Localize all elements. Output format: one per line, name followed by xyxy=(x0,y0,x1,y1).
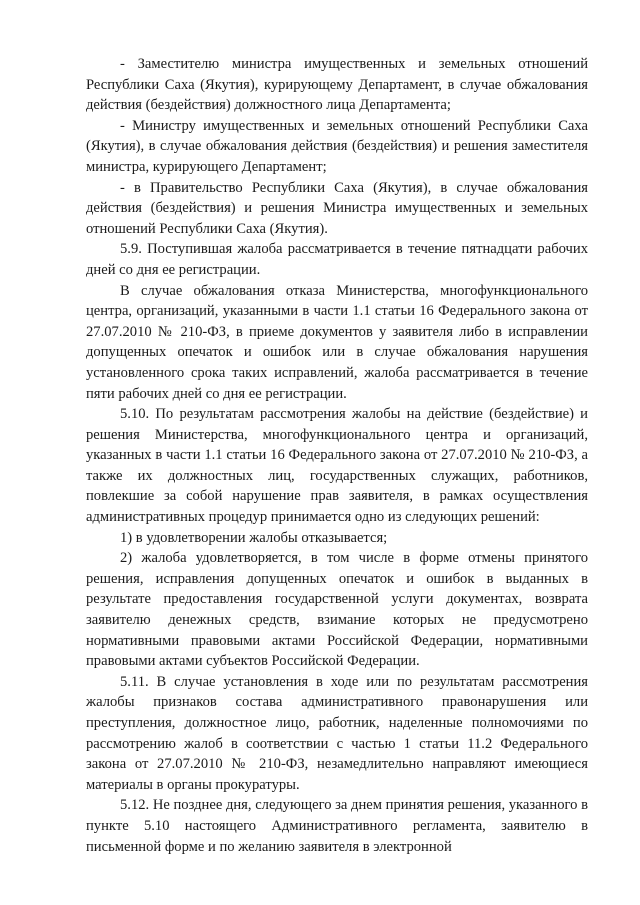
paragraph-5-10-item-1: 1) в удовлетворении жалобы отказывается; xyxy=(120,529,388,546)
paragraph-appeal-government: - в Правительство Республики Саха (Якутия), в случае обжалования действия (бездействия) и решения Министра имущественных и земельных отношений Республики Саха (Якутия). xyxy=(86,179,588,237)
paragraph-5-9: 5.9. Поступившая жалоба рассматривается в течение пятнадцати рабочих дней со дня ее регистрации. xyxy=(86,241,588,278)
paragraph-5-10: 5.10. По результатам рассмотрения жалобы на действие (бездействие) и решения Министерства, многофункционального центра и организаций, указанных в части 1.1 статьи 16 Федерального закона от 27.07.2010 № 210-ФЗ, а также их должностных лиц, государственных служащих, работников, повлекшие за собой нарушение прав заявителя, в рамках осуществления административных процедур принимается одно из следующих решений: xyxy=(86,406,588,526)
paragraph-appeal-minister: - Министру имущественных и земельных отношений Республики Саха (Якутия), в случае обжалования действия (бездействия) и решения заместителя министра, курирующего Департамент; xyxy=(86,117,588,175)
paragraph-appeal-deputy-minister: - Заместителю министра имущественных и земельных отношений Республики Саха (Якутия), курирующему Департамент, в случае обжалования действия (бездействия) должностного лица Департамента; xyxy=(86,56,588,114)
paragraph-5-9-refusal: В случае обжалования отказа Министерства, многофункционального центра, организаций, указанными в части 1.1 статьи 16 Федерального закона от 27.07.2010 № 210-ФЗ, в приеме документов у заявителя либо в исправлении допущенных опечаток и ошибок или в случае обжалования нарушения установленного срока таких исправлений, жалоба рассматривается в течение пяти рабочих дней со дня ее регистрации. xyxy=(86,282,588,402)
document-page xyxy=(86,54,588,857)
paragraph-5-11: 5.11. В случае установления в ходе или по результатам рассмотрения жалобы признаков состава административного правонарушения или преступления, должностное лицо, работник, наделенные полномочиями по рассмотрению жалоб в соответствии с частью 1 статьи 11.2 Федерального закона от 27.07.2010 № 210-ФЗ, незамедлительно направляют имеющиеся материалы в органы прокуратуры. xyxy=(86,673,588,793)
paragraph-5-10-item-2: 2) жалоба удовлетворяется, в том числе в форме отмены принятого решения, исправления допущенных опечаток и ошибок в выданных в результате предоставления государственной услуги документах, возврата заявителю денежных средств, взимание которых не предусмотрено нормативными правовыми актами Российской Федерации, нормативными правовыми актами субъектов Российской Федерации. xyxy=(86,550,588,670)
paragraph-5-12: 5.12. Не позднее дня, следующего за днем принятия решения, указанного в пункте 5.10 настоящего Административного регламента, заявителю в письменной форме и по желанию заявителя в электронной xyxy=(86,797,588,855)
